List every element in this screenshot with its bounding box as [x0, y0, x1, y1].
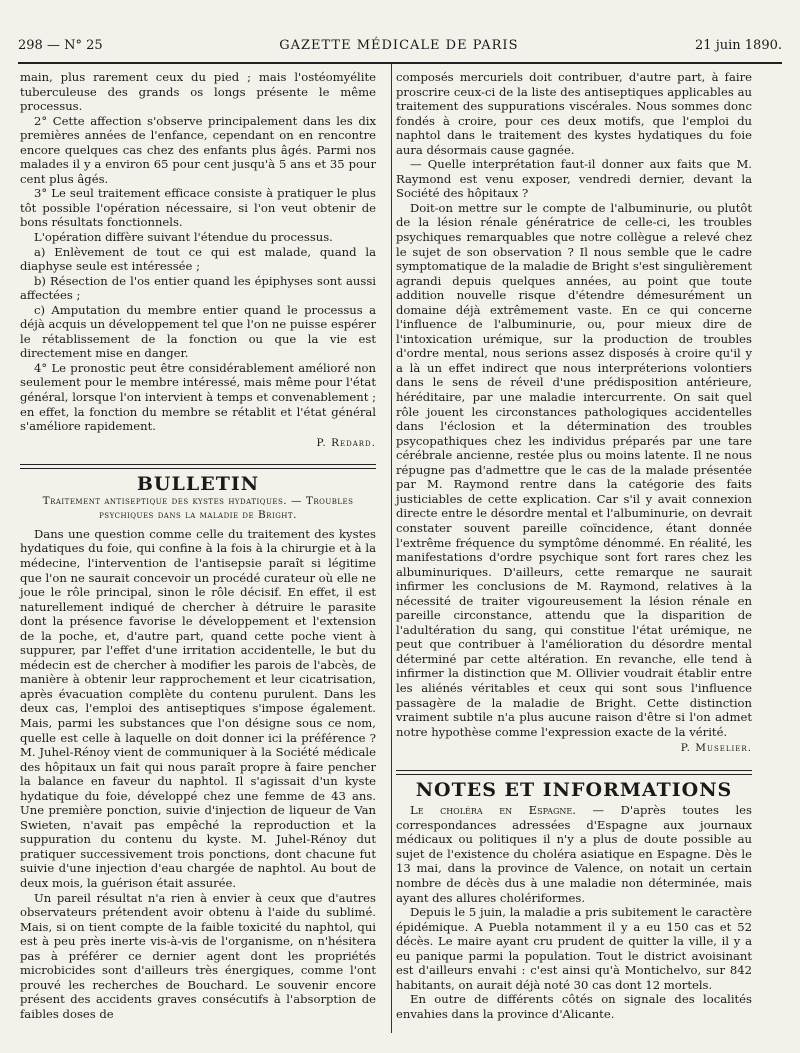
column-rule [391, 64, 392, 1033]
running-header [18, 38, 782, 60]
paragraph: Doit-on mettre sur le compte de l'albuminurie, ou plutôt de la lésion rénale génératrice de celle-ci, les troubles psychiques remarquables que notre collègue a relevé chez le sujet de son observation ? Il nous semble que le cadre symptomatique de la maladie de Bright s'est singulièrement agrandi depuis quelques années, au point que toute addition nouvelle risque d'étendre démesurément un domaine déjà extrêmement vaste. En ce qui concerne l'influence de l'albuminurie, ou, pour mieux dire de l'intoxication urémique, sur la production de troubles d'ordre mental, nous serions assez disposés à croire qu'il y a là un effet indirect que nous interpréterions volontiers dans le sens de réveil d'une prédisposition antérieure, héréditaire, par une maladie intercurrente. On sait quel rôle jouent les circonstances pathologiques accidentelles dans l'éclosion et la détermination des troubles psycopathiques chez les individus préparés par une tare cérébrale ancienne, restée plus ou moins latente. Il ne nous répugne pas d'admettre que le cas de la malade présentée par M. Raymond rentre dans la catégorie des faits justiciables de cette explication. Car s'il y avait connexion directe entre le désordre mental et l'albuminurie, on devrait constater souvent pareille coïncidence, étant donnée l'extrême fréquence du symptôme dénommé. En réalité, les manifestations d'ordre psychique sont fort rares chez les albuminuriques. D'ailleurs, cette remarque ne saurait infirmer les conclusions de M. Raymond, relatives à la nécessité de traiter vigoureusement la lésion rénale en pareille circonstance, attendu que la disparition de l'adultération du sang, qui constitue l'état urémique, ne peut que contribuer à l'amélioration du désordre mental déterminé par cette altération. En revanche, elle tend à infirmer la distinction que M. Ollivier voudrait établir entre les aliénés véritables et ceux qui sont sous l'influence passagère de la maladie de Bright. Cette distinction vraiment subtile n'a plus aucune raison d'être si l'on admet notre hypothèse comme l'expression exacte de la vérité. [396, 200, 752, 739]
paragraph: composés mercuriels doit contribuer, d'autre part, à faire proscrire ceux-ci de la liste des antiseptiques applicables au traitement des suppurations viscérales. Nous sommes donc fondés à croire, pour ces deux motifs, que l'emploi du naphtol dans le traitement des kystes hydatiques du foie aura désormais cause gagnée. [396, 70, 752, 157]
paragraph: 3° Le seul traitement efficace consiste à pratiquer le plus tôt possible l'opération nécessaire, si l'on veut obtenir de bons résultats fonctionnels. [20, 186, 376, 230]
paragraph: 4° Le pronostic peut être considérablement amélioré non seulement pour le membre intéressé, mais même pour l'état général, lorsque l'on intervient à temps et convenablement ; en effet, la fonction du membre se rétablit et l'état général s'améliore rapidement. [20, 360, 376, 434]
left-column [20, 70, 376, 1021]
header-rule [18, 62, 782, 64]
page-number: 298 — N° 25 [18, 38, 103, 53]
paragraph: Depuis le 5 juin, la maladie a pris subitement le caractère épidémique. A Puebla notamment il y a eu 150 cas et 52 décès. Le maire ayant cru prudent de quitter la ville, il y a eu panique parmi la population. Tout le district avoisinant est d'ailleurs envahi : c'est ainsi qu'à Montichelvo, sur 842 habitants, on aurait déjà noté 30 cas dont 12 mortels. [396, 905, 752, 992]
paragraph: 2° Cette affection s'observe principalement dans les dix premières années de l'enfance, cependant on en rencontre encore quelques cas chez des enfants plus âgés. Parmi nos malades il y a environ 65 pour cent jusqu'à 5 ans et 35 pour cent plus âgés. [20, 113, 376, 186]
paragraph [396, 803, 752, 905]
paragraph: L'opération diffère suivant l'étendue du processus. [34, 230, 333, 245]
section-divider [396, 770, 752, 775]
paragraph: b) Résection de l'os entier quand les épiphyses sont aussi affectées ; [20, 273, 376, 303]
paragraph: En outre de différents côtés on signale des localités envahies dans la province d'Alicante. [396, 992, 752, 1021]
journal-title: GAZETTE MÉDICALE DE PARIS [279, 38, 519, 53]
issue-date: 21 juin 1890. [695, 38, 782, 53]
note-text: — D'après toutes les correspondances adressées d'Espagne aux journaux médicaux ou politiques il n'y a plus de doute possible au sujet de l'existence du choléra asiatique en Espagne. Dès le 13 mai, dans la province de Valence, on notait un certain nombre de décès dus à une maladie non déterminée, mais ayant des allures cholériformes. [396, 803, 752, 905]
paragraph: a) Enlèvement de tout ce qui est malade, quand la diaphyse seule est intéressée ; [20, 244, 376, 274]
right-column [396, 70, 752, 1021]
author-signature: P. Redard. [316, 436, 376, 449]
paragraph: — Quelle interprétation faut-il donner aux faits que M. Raymond est venu exposer, vendredi dernier, devant la Société des hôpitaux ? [396, 157, 752, 201]
paragraph: main, plus rarement ceux du pied ; mais l'ostéomyélite tuberculeuse des grands os longs présente le même processus. [20, 70, 376, 114]
note-lead: Le choléra en Espagne. [410, 803, 576, 818]
paragraph: c) Amputation du membre entier quand le processus a déjà acquis un développement tel que l'on ne puisse espérer le rétablissement de la fonction ou que la vie est directement mise en danger. [20, 302, 376, 361]
section-subtitle: Traitement antiseptique des kystes hydatiques. — Troubles psychiques dans la maladie de Bright. [42, 494, 354, 522]
paragraph: Un pareil résultat n'a rien à envier à ceux que d'autres observateurs prétendent avoir obtenu à l'aide du sublimé. Mais, si on tient compte de la faible toxicité du naphtol, qui est à peu près inerte vis-à-vis de l'organisme, on n'hésitera pas à préférer ce dernier agent dont les propriétés microbicides sont d'ailleurs très énergiques, comme l'ont prouvé les recherches de Bouchard. Le souvenir encore présent des accidents graves consécutifs à l'absorption de faibles doses de [20, 890, 376, 1021]
author-signature: P. Muselier. [680, 742, 752, 755]
paragraph: Dans une question comme celle du traitement des kystes hydatiques du foie, qui confine à la fois à la chirurgie et à la médecine, l'intervention de l'antisepsie paraît si légitime que l'on ne saurait concevoir un procédé curateur où elle ne joue le rôle principal, sinon le rôle décisif. En effet, il est naturellement indiqué de chercher à détruire le parasite dont la présence favorise le développement et l'extension de la poche, et, d'autre part, quand cette poche vient à suppurer, par l'effet d'une irritation accidentelle, le but du médecin est de chercher à modifier les parois de l'abcès, de manière à obtenir leur rapprochement et leur cicatrisation, après évacuation complète du contenu purulent. Dans les deux cas, l'emploi des antiseptiques s'impose également. Mais, parmi les substances que l'on désigne sous ce nom, quelle est celle à laquelle on doit donner ici la préférence ? M. Juhel-Rénoy vient de communiquer à la Société médicale des hôpitaux un fait qui nous paraît propre à faire pencher la balance en faveur du naphtol. Il s'agissait d'un kyste hydatique du foie, développé chez une femme de 43 ans. Une première ponction, suivie d'injection de liqueur de Van Swieten, n'avait pas empêché la reproduction et la suppuration du contenu du kyste. M. Juhel-Rénoy dut pratiquer successivement trois ponctions, dont chacune fut suivie d'une injection d'eau chargée de naphtol. Au bout de deux mois, la guérison était assurée. [20, 526, 376, 890]
section-title: BULLETIN [136, 473, 260, 496]
section-title: NOTES ET INFORMATIONS [415, 778, 733, 801]
section-divider [20, 464, 376, 469]
